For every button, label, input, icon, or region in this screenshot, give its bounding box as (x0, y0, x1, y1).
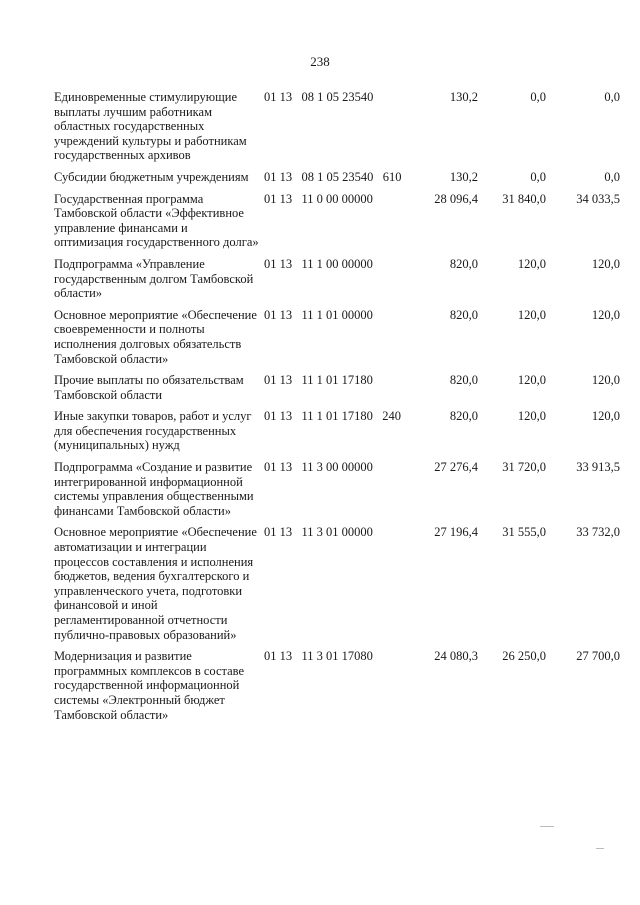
table-row (54, 170, 624, 185)
row-value-2: 0,0 (530, 169, 546, 184)
row-value-1: 820,0 (449, 409, 478, 424)
row-value-3: 33 732,0 (576, 525, 620, 540)
row-description: Основное мероприятие «Обеспечение автоматизации и интеграции процессов составления и исполнения бюджетов, ведения бухгалтерского и управленческого учета, подготовки финансовой и иной регламентированной отчетности публично-правовых образований» (54, 525, 257, 642)
table-row (54, 257, 624, 301)
row-code: 01 13 11 0 00 00000 (264, 191, 373, 206)
row-description: Единовременные стимулирующие выплаты лучшим работникам областных государственных учреждений культуры и работникам государственных архивов (54, 90, 247, 163)
row-value-2: 120,0 (517, 373, 546, 388)
row-value-1: 820,0 (449, 373, 478, 388)
row-value-3: 0,0 (604, 90, 620, 104)
row-code: 01 13 11 1 00 00000 (264, 256, 373, 271)
table-row (54, 90, 624, 163)
row-value-1: 820,0 (449, 307, 478, 322)
row-value-3: 27 700,0 (576, 649, 620, 664)
row-value-2: 0,0 (530, 90, 546, 104)
row-value-3: 120,0 (591, 409, 620, 424)
table-row (54, 409, 624, 453)
row-value-2: 120,0 (517, 409, 546, 424)
row-value-2: 26 250,0 (502, 649, 546, 664)
table-row (54, 460, 624, 518)
row-value-1: 27 276,4 (434, 460, 478, 475)
row-code: 01 13 11 1 01 17180 (264, 373, 373, 388)
row-value-2: 31 720,0 (502, 460, 546, 475)
row-value-3: 120,0 (591, 307, 620, 322)
row-value-1: 27 196,4 (434, 525, 478, 540)
table-row (54, 525, 624, 642)
row-value-2: 31 840,0 (502, 191, 546, 206)
row-description: Подпрограмма «Управление государственным долгом Тамбовской области» (54, 256, 254, 301)
row-value-1: 28 096,4 (434, 191, 478, 206)
row-value-2: 31 555,0 (502, 525, 546, 540)
row-value-3: 120,0 (591, 373, 620, 388)
scan-artifact (596, 848, 604, 849)
table-row (54, 373, 624, 402)
row-value-3: 34 033,5 (576, 191, 620, 206)
row-value-3: 120,0 (591, 256, 620, 271)
row-value-2: 120,0 (517, 256, 546, 271)
row-description: Государственная программа Тамбовской области «Эффективное управление финансами и оптимизация государственного долга» (54, 191, 259, 250)
row-description: Иные закупки товаров, работ и услуг для обеспечения государственных (муниципальных) нужд (54, 409, 252, 453)
page-number: 238 (310, 54, 330, 69)
row-code: 01 13 08 1 05 23540 610 (264, 169, 402, 184)
row-value-3: 33 913,5 (576, 460, 620, 475)
row-value-2: 120,0 (517, 307, 546, 322)
row-value-1: 130,2 (449, 90, 478, 104)
row-description: Основное мероприятие «Обеспечение своевременности и полноты исполнения долговых обязательств Тамбовской области» (54, 307, 257, 366)
row-description: Субсидии бюджетным учреждениям (54, 169, 249, 184)
budget-table (54, 90, 624, 729)
row-code: 01 13 11 1 01 00000 (264, 307, 373, 322)
row-code: 01 13 11 3 01 17080 (264, 649, 373, 664)
row-description: Прочие выплаты по обязательствам Тамбовской области (54, 373, 244, 402)
row-code: 01 13 08 1 05 23540 (264, 90, 374, 104)
row-code: 01 13 11 3 00 00000 (264, 460, 373, 475)
row-code: 01 13 11 1 01 17180 240 (264, 409, 402, 424)
row-value-1: 24 080,3 (434, 649, 478, 664)
table-row (54, 649, 624, 722)
row-code: 01 13 11 3 01 00000 (264, 525, 373, 540)
row-value-1: 820,0 (449, 256, 478, 271)
row-description: Модернизация и развитие программных комплексов в составе государственной информационной системы «Электронный бюджет Тамбовской области» (54, 649, 245, 722)
row-value-1: 130,2 (449, 169, 478, 184)
row-value-3: 0,0 (604, 169, 620, 184)
table-row (54, 192, 624, 250)
row-description: Подпрограмма «Создание и развитие интегрированной информационной системы управления общественными финансами Тамбовской области» (54, 460, 254, 518)
table-row (54, 308, 624, 366)
scan-artifact (540, 826, 554, 827)
